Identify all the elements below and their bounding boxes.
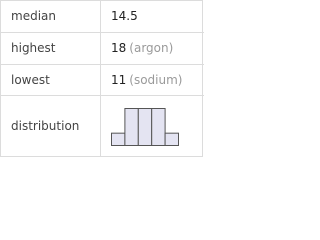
row-median bbox=[1, 1, 204, 33]
lowest-value-cell bbox=[111, 73, 182, 87]
highest-value-cell bbox=[111, 41, 173, 55]
histogram-bar bbox=[138, 109, 151, 146]
lowest-value: 11 bbox=[111, 73, 127, 87]
highest-value: 18 bbox=[111, 41, 127, 55]
row-lowest bbox=[1, 65, 204, 96]
row-highest bbox=[1, 33, 204, 65]
highest-element-note: (argon) bbox=[129, 41, 174, 55]
histogram-bar bbox=[112, 133, 125, 145]
distribution-label: distribution bbox=[11, 119, 80, 133]
distribution-histogram bbox=[111, 108, 179, 146]
stats-table bbox=[0, 0, 203, 157]
row-distribution bbox=[1, 96, 204, 158]
median-value: 14.5 bbox=[111, 9, 138, 23]
highest-label: highest bbox=[11, 41, 56, 55]
lowest-label: lowest bbox=[11, 73, 50, 87]
histogram-bar bbox=[165, 133, 178, 145]
histogram-bar bbox=[152, 109, 165, 146]
median-label: median bbox=[11, 9, 56, 23]
lowest-element-note: (sodium) bbox=[129, 73, 183, 87]
histogram-bar bbox=[125, 109, 138, 146]
